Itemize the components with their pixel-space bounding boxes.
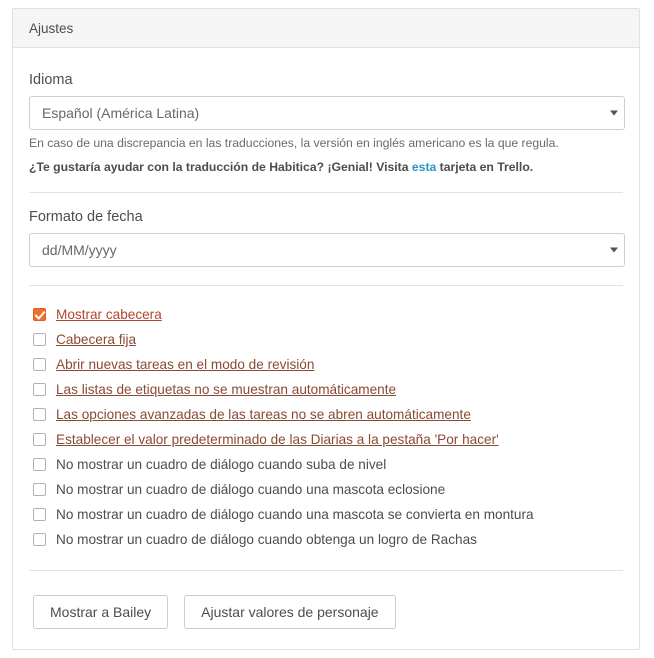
checkbox-label[interactable]: Establecer el valor predeterminado de las Diarias a la pestaña 'Por hacer' <box>56 432 499 447</box>
settings-panel <box>12 8 640 650</box>
show-bailey-button[interactable]: Mostrar a Bailey <box>33 595 168 629</box>
checkbox-row[interactable] <box>33 502 623 527</box>
checkbox-label[interactable]: Cabecera fija <box>56 332 137 347</box>
checkbox-label[interactable]: Las opciones avanzadas de las tareas no se abren automáticamente <box>56 407 471 422</box>
checkbox-row[interactable] <box>33 477 623 502</box>
date-format-select-wrap <box>29 233 625 267</box>
checkbox-label[interactable]: No mostrar un cuadro de diálogo cuando suba de nivel <box>56 457 387 472</box>
language-help-text: En caso de una discrepancia en las traducciones, la versión en inglés americano es la que regula. <box>29 136 559 150</box>
checkbox-icon[interactable] <box>33 408 46 421</box>
language-select-wrap <box>29 96 625 130</box>
checkbox-label[interactable]: Abrir nuevas tareas en el modo de revisión <box>56 357 315 372</box>
checkbox-row[interactable] <box>33 352 623 377</box>
checkbox-label[interactable]: No mostrar un cuadro de diálogo cuando una mascota eclosione <box>56 482 446 497</box>
checkbox-row[interactable] <box>33 377 623 402</box>
checkbox-icon[interactable] <box>33 508 46 521</box>
checkbox-label[interactable]: Mostrar cabecera <box>56 307 162 322</box>
checkbox-row[interactable] <box>33 452 623 477</box>
divider-middle <box>29 285 623 286</box>
language-select[interactable] <box>29 96 625 130</box>
adjust-character-button[interactable]: Ajustar valores de personaje <box>184 595 395 629</box>
checkbox-row[interactable] <box>33 527 623 552</box>
page-title: Ajustes <box>29 20 74 36</box>
promo-text-before: ¿Te gustaría ayudar con la traducción de Habitica? ¡Genial! Visita <box>29 160 412 174</box>
action-button-row <box>29 587 623 649</box>
checkbox-icon[interactable] <box>33 383 46 396</box>
checkbox-icon[interactable] <box>33 533 46 546</box>
trello-card-link[interactable]: esta <box>411 160 437 174</box>
divider-bottom <box>29 570 623 571</box>
language-label: Idioma <box>29 72 73 88</box>
date-format-select[interactable] <box>29 233 625 267</box>
checkbox-row[interactable] <box>33 402 623 427</box>
checkbox-row[interactable] <box>33 302 623 327</box>
checkbox-label[interactable]: No mostrar un cuadro de diálogo cuando una mascota se convierta en montura <box>56 507 534 522</box>
checkbox-icon[interactable] <box>33 458 46 471</box>
checkbox-icon[interactable] <box>33 483 46 496</box>
translation-promo-text <box>29 160 623 174</box>
checkbox-label[interactable]: No mostrar un cuadro de diálogo cuando obtenga un logro de Rachas <box>56 532 477 547</box>
preferences-checkbox-list <box>29 302 623 552</box>
checkbox-row[interactable] <box>33 327 623 352</box>
checkbox-icon[interactable] <box>33 358 46 371</box>
checkbox-icon[interactable] <box>33 333 46 346</box>
panel-header <box>13 9 639 48</box>
checkbox-icon[interactable] <box>33 308 46 321</box>
divider-top <box>29 192 623 193</box>
panel-body <box>13 48 639 649</box>
checkbox-icon[interactable] <box>33 433 46 446</box>
date-format-label: Formato de fecha <box>29 209 143 225</box>
checkbox-label[interactable]: Las listas de etiquetas no se muestran automáticamente <box>56 382 397 397</box>
promo-text-after: tarjeta en Trello. <box>436 160 534 174</box>
checkbox-row[interactable] <box>33 427 623 452</box>
